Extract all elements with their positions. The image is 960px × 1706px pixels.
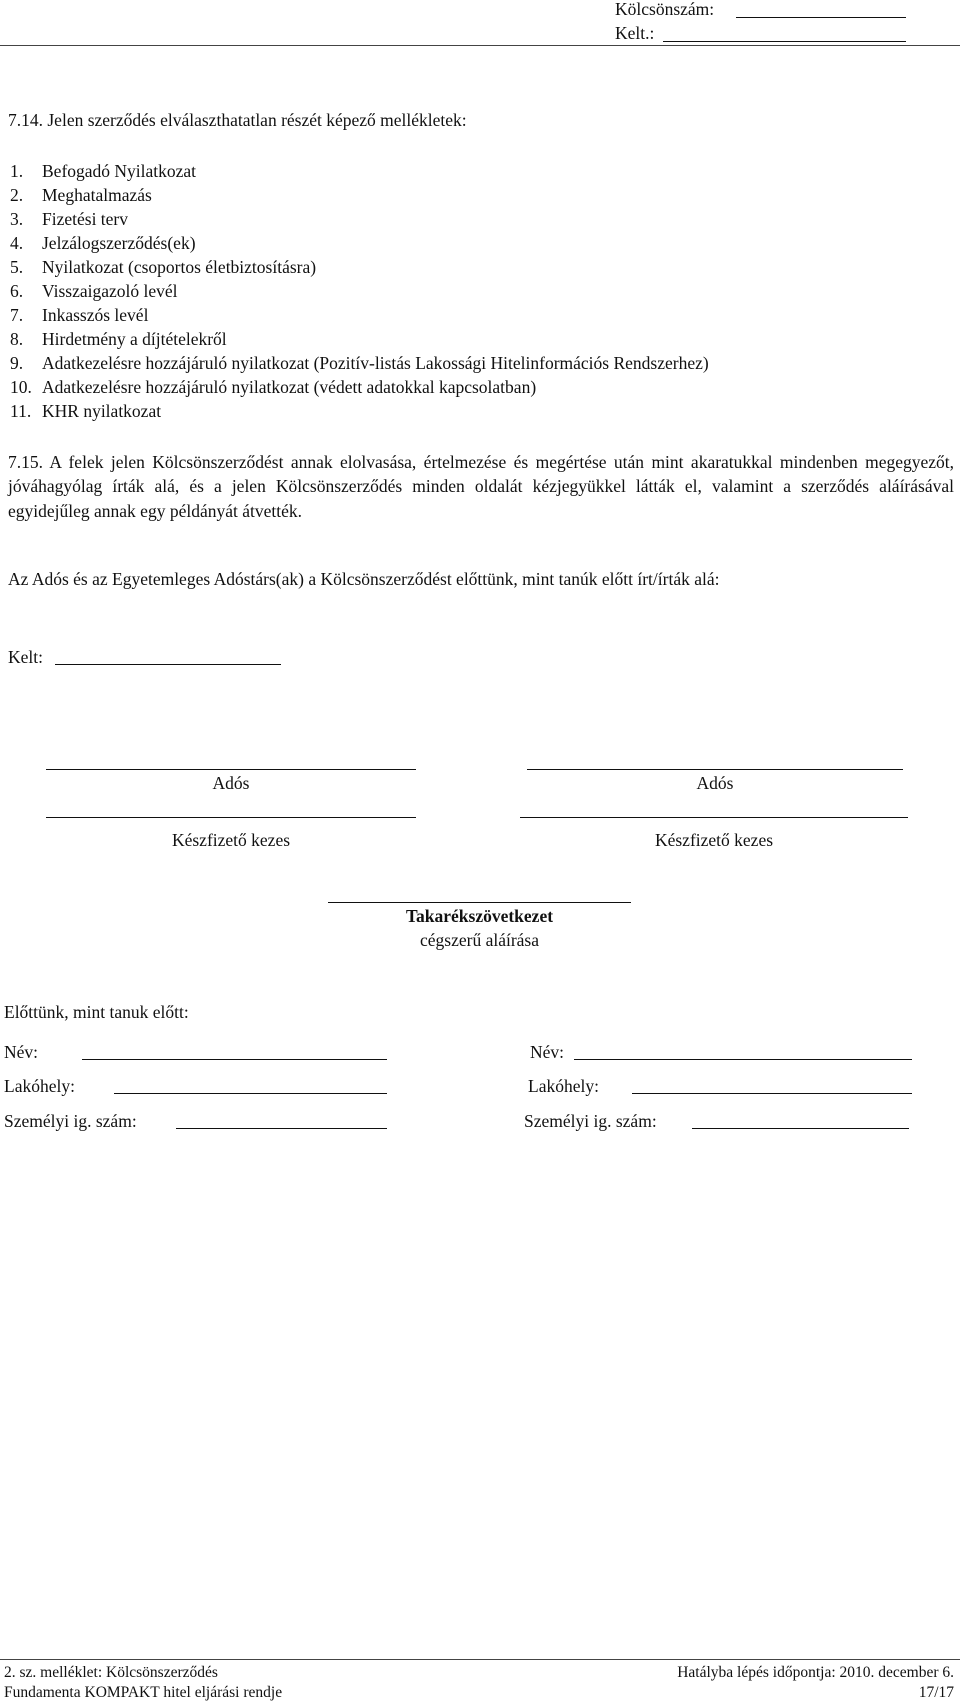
bank-signature-line[interactable] [328, 902, 631, 903]
guarantor-signature-line-right[interactable] [520, 817, 908, 818]
witness-id-label-right: Személyi ig. szám: [524, 1111, 657, 1131]
witness-name-label-left: Név: [4, 1042, 39, 1062]
guarantor-signature-line-left[interactable] [46, 817, 416, 818]
debtor-signature-line-right[interactable] [527, 769, 903, 770]
list-item: Adatkezelésre hozzájáruló nyilatkozat (védett adatokkal kapcsolatban) [42, 377, 537, 397]
list-item-number: 7. [10, 305, 24, 325]
witness-heading: Előttünk, mint tanuk előtt: [4, 1002, 189, 1022]
witness-address-field-right[interactable] [632, 1093, 912, 1094]
debtor-signature-line-left[interactable] [46, 769, 416, 770]
guarantor-label-left: Készfizető kezes [171, 830, 291, 850]
list-item-number: 4. [10, 233, 24, 253]
list-item-number: 3. [10, 209, 24, 229]
list-item: KHR nyilatkozat [42, 401, 162, 421]
witness-address-label-left: Lakóhely: [4, 1076, 75, 1096]
annex-heading: 7.14. Jelen szerződés elválaszthatatlan részét képező mellékletek: [8, 110, 467, 130]
signing-date-field[interactable] [55, 664, 281, 665]
witness-name-field-left[interactable] [82, 1059, 387, 1060]
list-item: Hirdetmény a díjtételekről [42, 329, 227, 349]
header-rule [0, 45, 960, 46]
signing-statement: Az Adós és az Egyetemleges Adóstárs(ak) a Kölcsönszerződést előttünk, mint tanúk előtt írt/írták alá: [8, 569, 720, 589]
debtor-label-left: Adós [212, 773, 250, 793]
footer-rule [0, 1659, 960, 1660]
list-item-number: 2. [10, 185, 24, 205]
bank-name: Takarékszövetkezet [405, 906, 554, 926]
witness-address-label-right: Lakóhely: [528, 1076, 599, 1096]
list-item: Inkasszós levél [42, 305, 149, 325]
list-item: Fizetési terv [42, 209, 129, 229]
footer-annex-label: 2. sz. melléklet: Kölcsönszerződés [4, 1664, 218, 1681]
footer-document-title: Fundamenta KOMPAKT hitel eljárási rendje [4, 1684, 283, 1701]
debtor-label-right: Adós [696, 773, 734, 793]
footer-effective-date: Hatályba lépés időpontja: 2010. december 6. [677, 1664, 954, 1681]
list-item-number: 10. [10, 377, 32, 397]
list-item: Nyilatkozat (csoportos életbiztosításra) [42, 257, 317, 277]
bank-signature-label: cégszerű aláírása [419, 930, 539, 950]
guarantor-label-right: Készfizető kezes [654, 830, 774, 850]
date-field-label: Kelt: [8, 647, 43, 667]
clause-7-15: 7.15. A felek jelen Kölcsönszerződést annak elolvasása, értelmezése és megértése után mint akaratukkal mindenben megegyezőt, jóváhagyólag írták alá, és a jelen Kölcsönszerződés minden oldalát kézjegyükkel látták el, valamint a szerződés aláírásával egyidejűleg annak egy példányát átvették. [8, 452, 954, 521]
list-item-number: 1. [10, 161, 24, 181]
loan-number-label: Kölcsönszám: [615, 0, 715, 19]
list-item-number: 6. [10, 281, 24, 301]
date-field[interactable] [663, 41, 906, 42]
list-item: Adatkezelésre hozzájáruló nyilatkozat (Pozitív-listás Lakossági Hitelinformációs Rendszerhez) [42, 353, 709, 373]
list-item-number: 8. [10, 329, 24, 349]
witness-id-field-right[interactable] [692, 1128, 909, 1129]
footer-page-number: 17/17 [918, 1684, 954, 1701]
list-item: Jelzálogszerződés(ek) [42, 233, 196, 253]
witness-name-label-right: Név: [530, 1042, 565, 1062]
list-item-number: 5. [10, 257, 24, 277]
list-item-number: 11. [10, 401, 32, 421]
witness-name-field-right[interactable] [574, 1059, 912, 1060]
witness-id-field-left[interactable] [176, 1128, 387, 1129]
witness-id-label-left: Személyi ig. szám: [4, 1111, 137, 1131]
date-label: Kelt.: [615, 23, 655, 43]
list-item: Befogadó Nyilatkozat [42, 161, 197, 181]
list-item-number: 9. [10, 353, 24, 373]
loan-number-field[interactable] [736, 17, 906, 18]
witness-address-field-left[interactable] [114, 1093, 387, 1094]
list-item: Meghatalmazás [42, 185, 152, 205]
list-item: Visszaigazoló levél [42, 281, 178, 301]
